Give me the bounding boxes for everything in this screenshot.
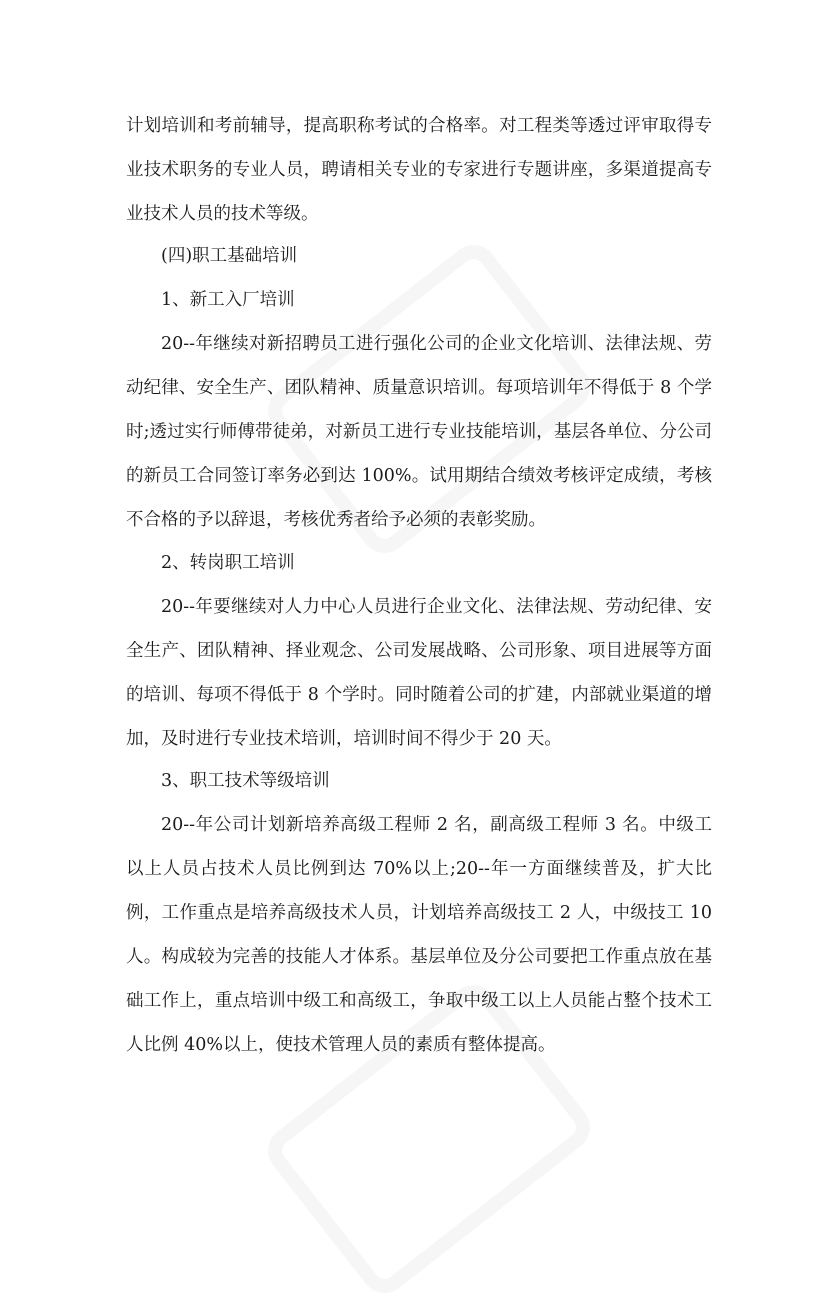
heading-transfer-training: 2、转岗职工培训 xyxy=(161,553,295,573)
paragraph-intro: 计划培训和考前辅导，提高职称考试的合格率。对工程类等透过评审取得专业技术职务的专业人员，聘请相关专业的专家进行专题讲座，多渠道提高专业技术人员的技术等级。 xyxy=(126,116,712,224)
paragraph-skill-level-training: 20--年公司计划新培养高级工程师 2 名，副高级工程师 3 名。中级工以上人员占技术人员比例到达 70%以上;20--年一方面继续普及，扩大比例，工作重点是培养高级技术人员，计划培养高级技工 2 人，中级技工 10 人。构成较为完善的技能人才体系。基层单位及分公司要把工作重点放在基础工作上，重点培训中级工和高级工，争取中级工以上人员能占整个技术工人比例 40%以上，使技术管理人员的素质有整体提高。 xyxy=(126,815,712,1055)
paragraph-transfer-training: 20--年要继续对人力中心人员进行企业文化、法律法规、劳动纪律、安全生产、团队精神、择业观念、公司发展战略、公司形象、项目进展等方面的培训、每项不得低于 8 个学时。同时随着公司的扩建，内部就业渠道的增加，及时进行专业技术培训，培训时间不得少于 20 天。 xyxy=(126,597,712,749)
paragraph-new-worker-training: 20--年继续对新招聘员工进行强化公司的企业文化培训、法律法规、劳动纪律、安全生产、团队精神、质量意识培训。每项培训年不得低于 8 个学时;透过实行师傅带徒弟，对新员工进行专业技能培训，基层各单位、分公司的新员工合同签订率务必到达 100%。试用期结合绩效考核评定成绩，考核不合格的予以辞退，考核优秀者给予必须的表彰奖励。 xyxy=(126,334,712,530)
heading-section-4: (四)职工基础培训 xyxy=(161,246,298,266)
heading-skill-level-training: 3、职工技术等级培训 xyxy=(161,771,330,791)
heading-new-worker-training: 1、新工入厂培训 xyxy=(161,290,295,310)
